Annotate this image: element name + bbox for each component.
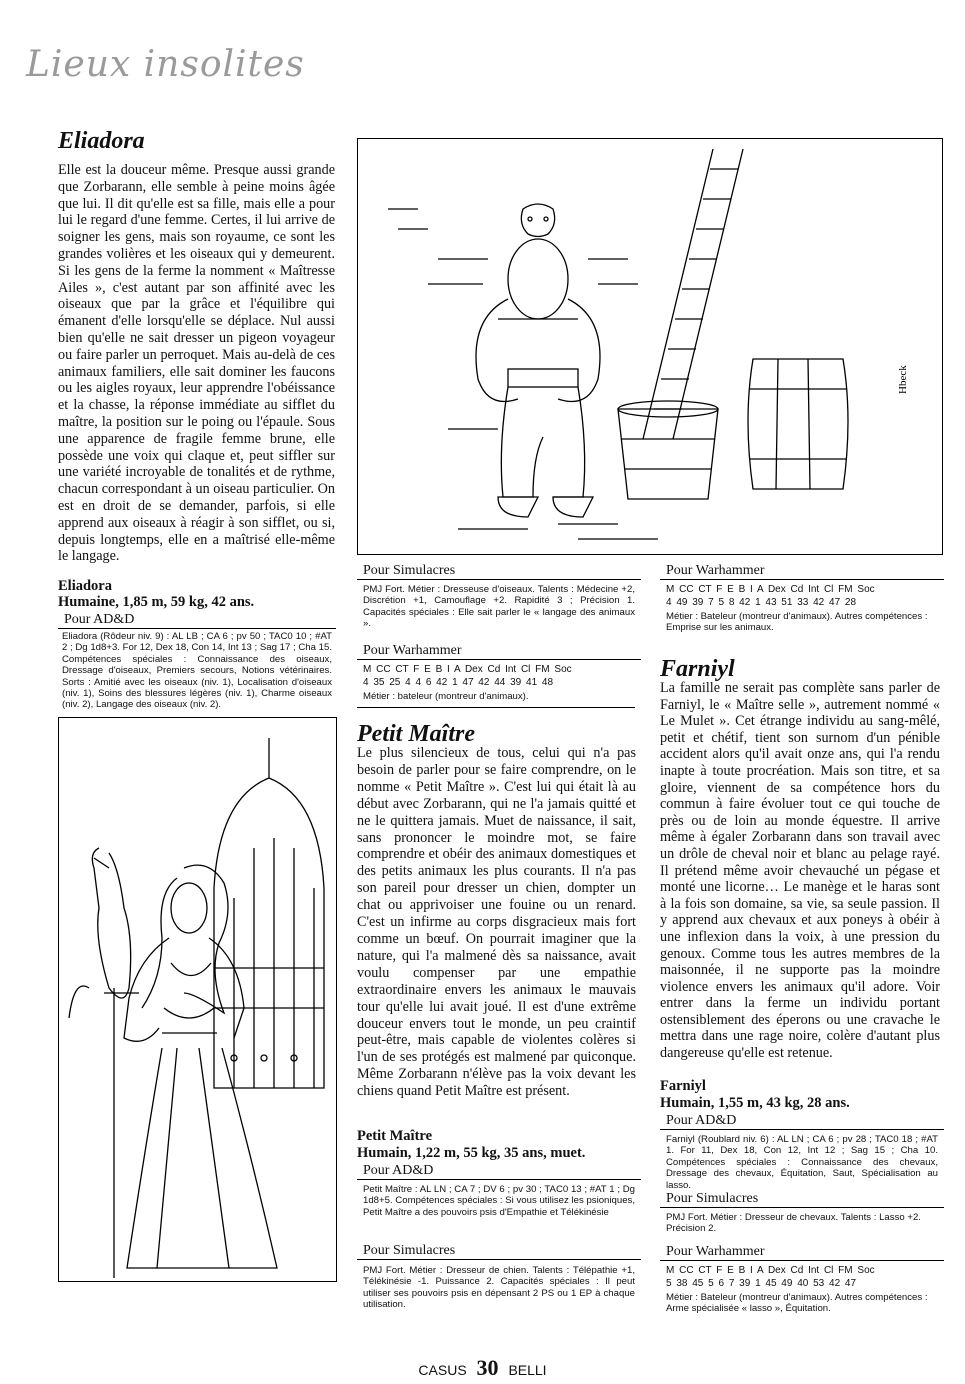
petit-maitre-stat-name: Petit Maître xyxy=(357,1128,433,1144)
farniyl-war-title: Pour Warhammer xyxy=(660,1243,944,1261)
footer-left: CASUS xyxy=(418,1362,467,1378)
eliadora-text: Elle est la douceur même. Presque aussi grande que Zorbarann, elle semble à peine moins âgée que lui. Il dit qu'elle est sa fille, mais elle a pour lui le regard d'une femme. Certes, il lui arrive de soigner les gens, mais son royaume, ce sont les grandes volières et les oiseaux qui y demeurent. Si les gens de la ferme la nomment « Maîtresse Ailes », c'est autant par son affinité avec les oiseaux que par la grâce et l'équilibre qui émanent d'elle lorsqu'elle se déplace. Nul aussi bien qu'elle ne sait dresser un pigeon voyageur ou faire parler un perroquet. Mais au-delà de ces animaux familiers, elle sait dominer les faucons ou les aigles royaux, leur apprendre l'obéissance et la chasse, la réponse immédiate au sifflet du maître, la position sur le poing ou l'épaule. Sous une apparence de fragile femme brune, elle possède une voix qui claque et, peut siffler sur une variété incroyable de tonalités et de rythme, chacun correspondant à un oiseau particulier. On est en droit de se demander, parfois, si elle apprend aux oiseaux à réagir à son sifflet, ou si, depuis longtemps, elle en a maîtrisé elle-même le langage. xyxy=(58,162,335,565)
petit-maitre-sim-title: Pour Simulacres xyxy=(357,1242,641,1260)
eliadora-stat-line: Humaine, 1,85 m, 59 kg, 42 ans. xyxy=(58,594,255,610)
eliadora-sim-text: PMJ Fort. Métier : Dresseuse d'oiseaux. Talents : Médecine +2, Discrétion +1, Camouflage +2. Rapidité 3 ; Précision 1. Capacités spéciales : Elle sait parler le « langage des animaux ». xyxy=(363,584,635,630)
petit-maitre-war-title: Pour Warhammer xyxy=(660,562,944,580)
eliadora-sim-title: Pour Simulacres xyxy=(357,562,641,580)
artist-signature: Hbeck xyxy=(897,365,909,394)
eliadora-add-text: Eliadora (Rôdeur niv. 9) : AL LB ; CA 6 ; pv 50 ; TAC0 10 ; #AT 2 ; Dg 1d8+3. For 12, Dex 18, Con 14, Int 13 ; Sag 17 ; Cha 15. Compétences spéciales : Connaissance des oiseaux, Dressage d'oiseaux, Premiers secours, Notions vétérinaires. Sorts : Amitié avec les oiseaux (niv. 1), Localisation d'oiseaux (niv. 1), Soins des blessures légères (niv. 1), Charme oiseaux (niv. 2), Langage des oiseaux (niv. 2). xyxy=(62,631,332,711)
farniyl-war-metier: Métier : Bateleur (montreur d'animaux). Autres compétences : Arme spécialisée « lasso », Équitation. xyxy=(666,1292,928,1315)
footer-right: BELLI xyxy=(508,1362,547,1378)
petit-maitre-illustration xyxy=(357,138,943,555)
eliadora-stat-name: Eliadora xyxy=(58,578,112,594)
eliadora-war-header: M CC CT F E B I A Dex Cd Int Cl FM Soc xyxy=(363,664,572,675)
eliadora-war-title: Pour Warhammer xyxy=(357,642,641,660)
eliadora-war-metier: Métier : bateleur (montreur d'animaux). xyxy=(363,691,529,702)
divider xyxy=(357,707,635,708)
farniyl-add-title: Pour AD&D xyxy=(660,1112,944,1130)
farniyl-text: La famille ne serait pas complète sans parler de Farniyl, le « Maître selle », autrement nommé « Le Mulet ». Cet étrange individu au sang-mêlé, petit et chétif, tient son surnom d'un pénible accident alors qu'il avait onze ans, qui l'a rendu inapte à toute procréation. Mais son titre, et sa gloire, viennent de sa compétence hors du commun à faire évoluer tout ce qui touche de près ou de loin au monde équestre. Il arrive même à égaler Zorbarann dans son travail avec un drôle de cheval noir et blanc au pelage rayé. Il prétend même avoir chevauché un pégase et monté une licorne… Le manège et le haras sont à la fois son domaine, sa vie, sa seule passion. Il y apprend aux chevaux et aux poneys à obéir à une inflexion dans la voix, à une pression du genoux. Comme tous les autres membres de la maisonnée, il ne supporte pas la moindre violence envers les animaux qu'il adore. Voir entrer dans la ferme un individu portant ostensiblement des éperons ou une cravache le mettra dans une rage noire, colère d'autant plus dangereuse qu'elle est retenue. xyxy=(660,680,940,1062)
petit-maitre-add-text: Petit Maître : AL LN ; CA 7 ; DV 6 ; pv 30 ; TAC0 13 ; #AT 1 ; Dg 1d8+5. Compétences spéciales : Si vous utilisez les psioniques, Petit Maître a des pouvoirs psis d'Empathie et Télékinésie xyxy=(363,1184,635,1218)
farniyl-add-text: Farniyl (Roublard niv. 6) : AL LN ; CA 6 ; pv 28 ; TAC0 18 ; #AT 1. For 11, Dex 18, Con 12, Int 12 ; Sag 15 ; Cha 10. Compétences spéciales : Connaissance des chevaux, Dressage des chevaux, Équitation, Saut, Spécialisation au lasso. xyxy=(666,1134,938,1191)
petit-maitre-war-values: 4 49 39 7 5 8 42 1 43 51 33 42 47 28 xyxy=(666,597,857,608)
man-with-ladder-drawing xyxy=(358,139,942,554)
petit-maitre-war-metier: Métier : Bateleur (montreur d'animaux). Autres compétences : Emprise sur les animaux. xyxy=(666,611,928,634)
page-footer xyxy=(0,1355,965,1381)
page-header-title: Lieux insolites xyxy=(26,44,305,85)
petit-maitre-text: Le plus silencieux de tous, celui qui n'a pas besoin de parler pour se faire comprendre, on le nomme « Petit Maître ». C'est lui qui était là au début avec Zorbarann, qui ne l'a jamais quitté et ne le quittera jamais. Muet de naissance, il sait, sans prononcer le moindre mot, se faire comprendre et obéir des animaux domestiques et des petits animaux les plus courants. Il n'a pas son pareil pour dresser un chien, dompter un chat ou apprivoiser une fouine ou un renard. C'est un infirme au corps disgracieux mais fort comme un bœuf. On pourrait imaginer que la nature, qui l'a malmené dès sa naissance, avait voulu compenser par une empathie extraordinaire envers les animaux le mauvais tour qu'elle lui avait joué. Il est d'une extrême douceur envers tout le monde, un peu craintif peut-être, mais capable de violentes colères si l'un de ses protégés est malmené par quiconque. Même Zorbarann n'élève pas la voix devant les chiens quand Petit Maître est présent. xyxy=(357,745,636,1100)
eliadora-illustration xyxy=(58,717,337,1282)
eliadora-war-values: 4 35 25 4 4 6 42 1 47 42 44 39 41 48 xyxy=(363,677,554,688)
farniyl-war-header: M CC CT F E B I A Dex Cd Int Cl FM Soc xyxy=(666,1265,875,1276)
farniyl-sim-text: PMJ Fort. Métier : Dresseur de chevaux. Talents : Lasso +2. Précision 2. xyxy=(666,1212,921,1235)
page-number: 30 xyxy=(476,1355,499,1380)
farniyl-sim-title: Pour Simulacres xyxy=(660,1190,944,1208)
petit-maitre-war-header: M CC CT F E B I A Dex Cd Int Cl FM Soc xyxy=(666,584,875,595)
petit-maitre-stat-line: Humain, 1,22 m, 55 kg, 35 ans, muet. xyxy=(357,1145,586,1161)
petit-maitre-sim-text: PMJ Fort. Métier : Dresseur de chien. Talents : Télépathie +1, Télékinésie -1. Puissance 2. Capacités spéciales : Il peut utiliser ses pouvoirs psis en dépensant 2 PS ou 1 EP à chaque utilisation. xyxy=(363,1265,635,1311)
woman-with-bird-drawing xyxy=(59,718,336,1281)
farniyl-heading: Farniyl xyxy=(660,656,735,682)
eliadora-heading: Eliadora xyxy=(58,128,145,154)
farniyl-stat-line: Humain, 1,55 m, 43 kg, 28 ans. xyxy=(660,1095,850,1111)
petit-maitre-heading: Petit Maître xyxy=(357,721,475,747)
farniyl-war-values: 5 38 45 5 6 7 39 1 45 49 40 53 42 47 xyxy=(666,1278,857,1289)
farniyl-stat-name: Farniyl xyxy=(660,1078,706,1094)
eliadora-add-title: Pour AD&D xyxy=(58,611,336,629)
petit-maitre-add-title: Pour AD&D xyxy=(357,1162,641,1180)
